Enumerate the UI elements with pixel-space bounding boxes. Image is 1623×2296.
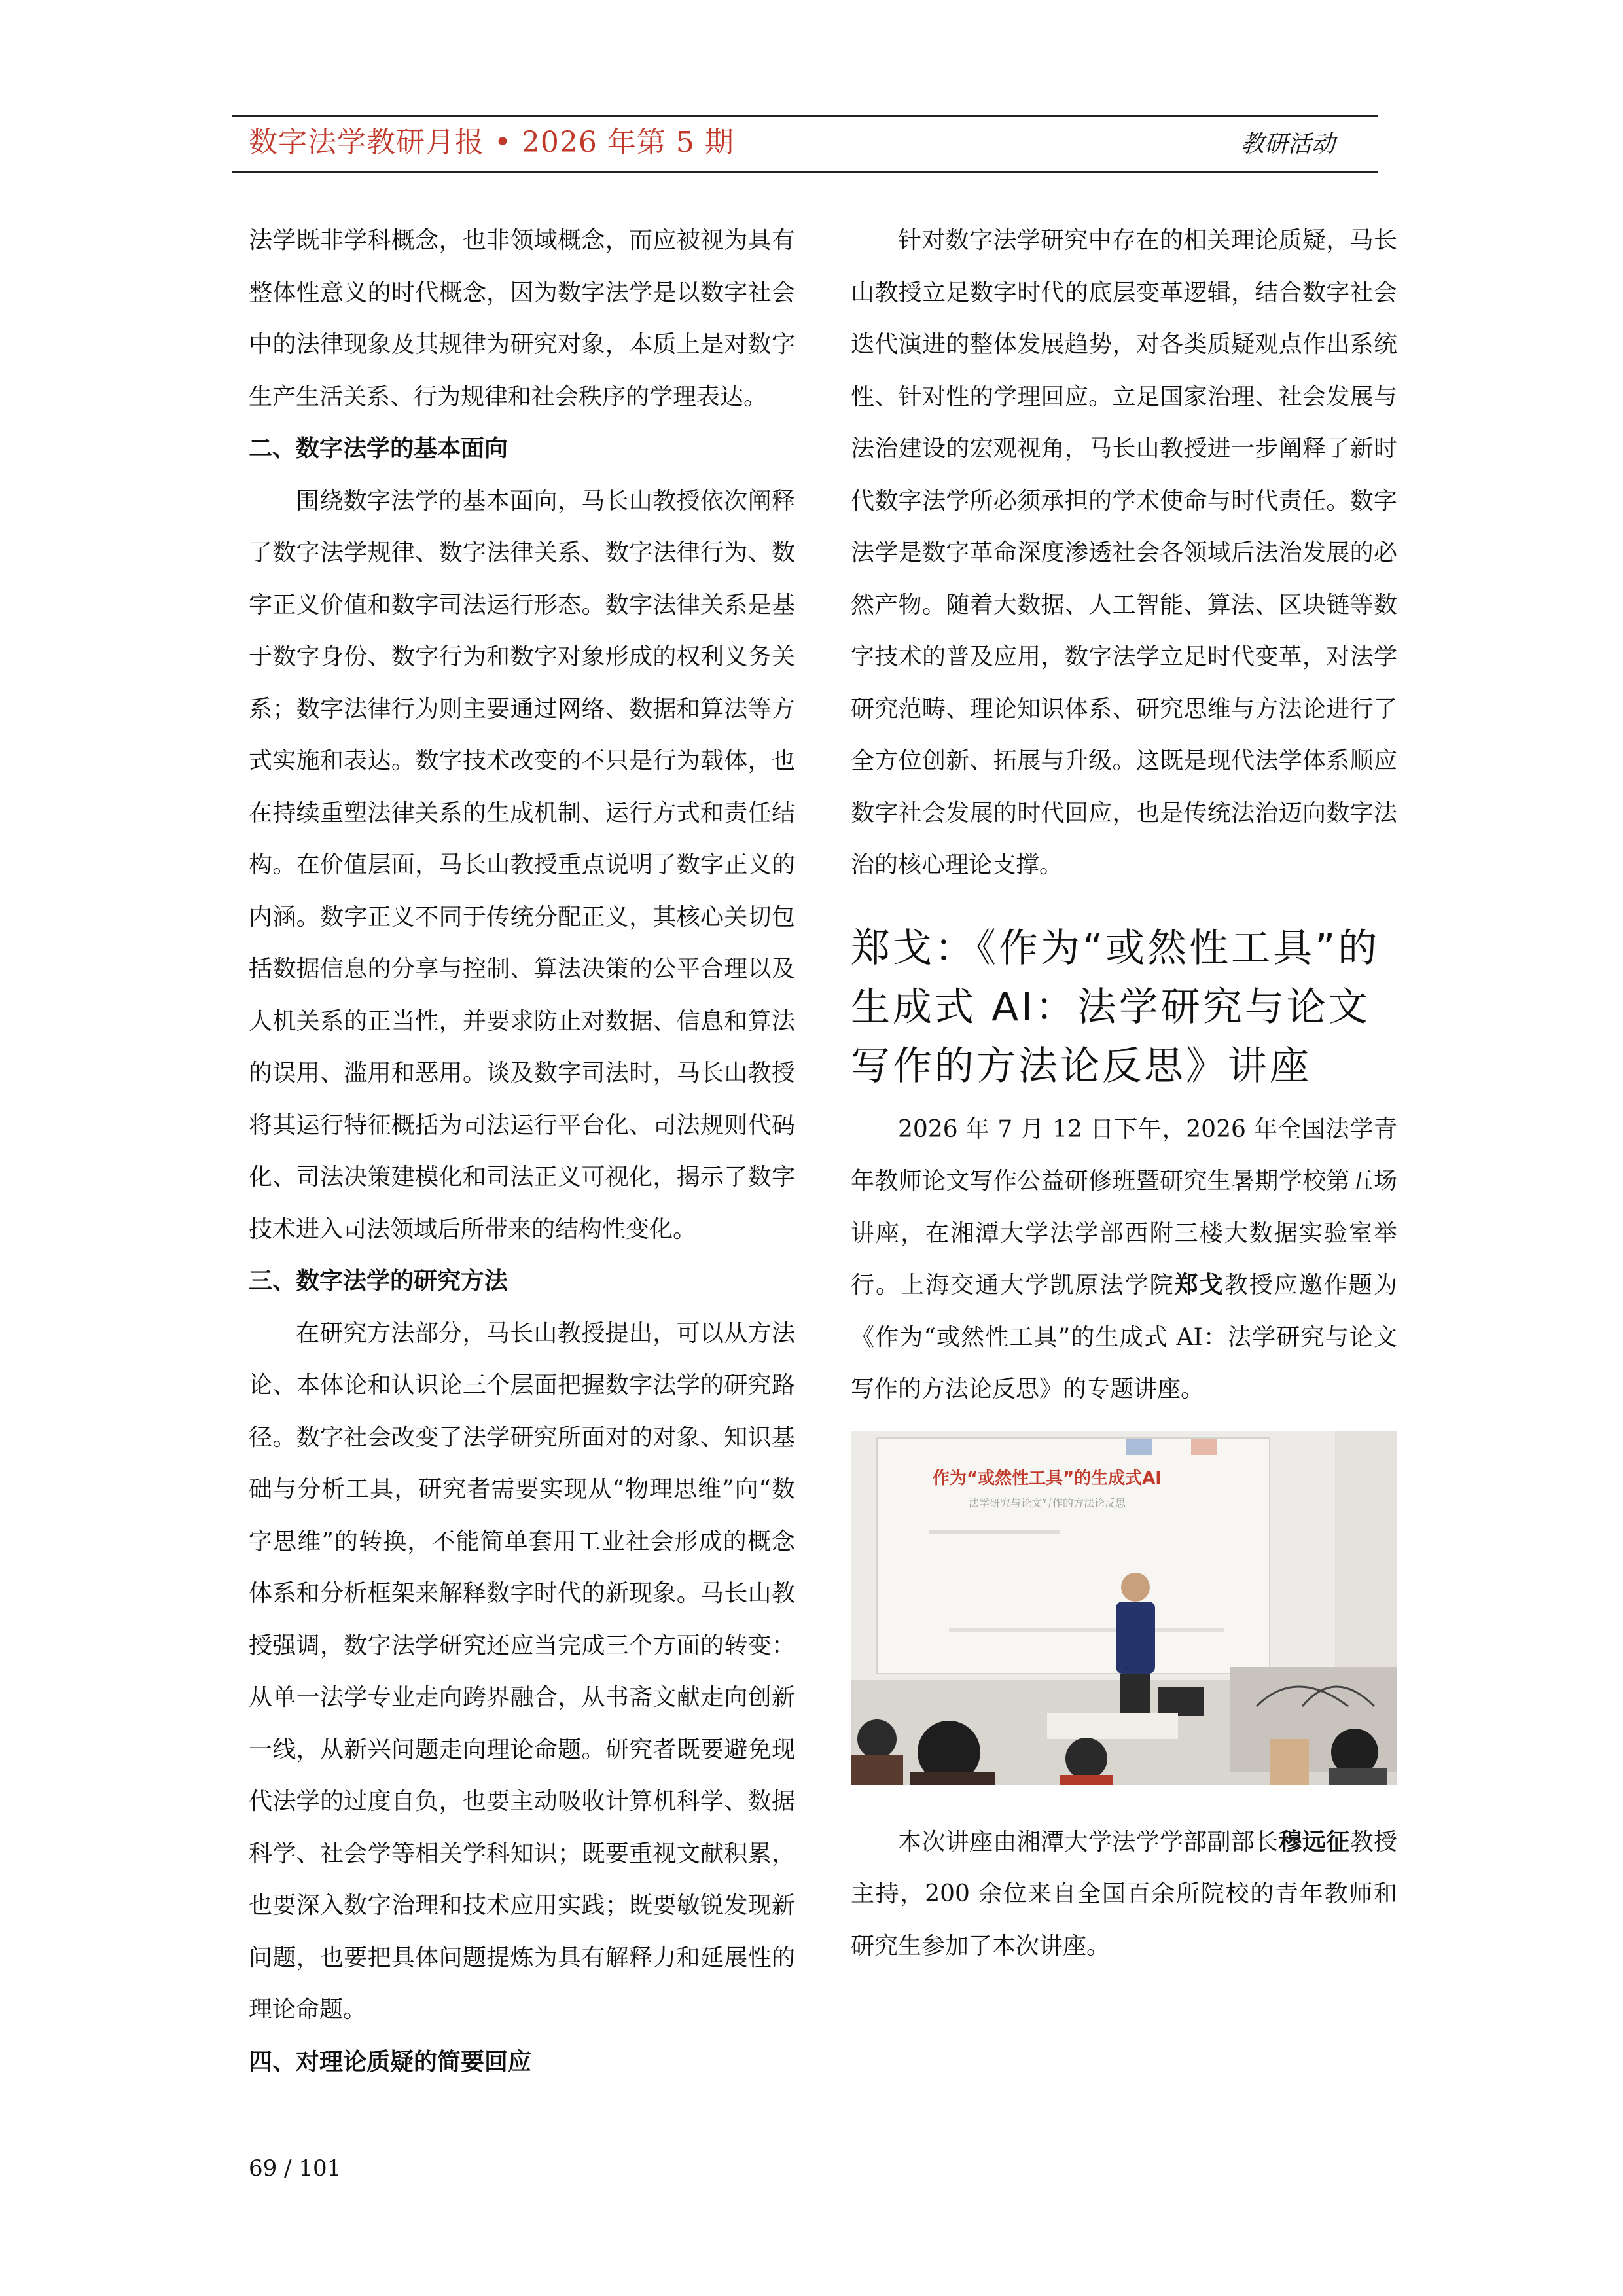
section-heading: 二、数字法学的基本面向 [249,435,508,462]
section-heading: 三、数字法学的研究方法 [249,1267,508,1295]
lecture-title: 郑戈：《作为“或然性工具”的生成式 AI：法学研究与论文写作的方法论反思》讲座 [851,925,1380,1089]
lecture-paragraph [851,1816,1397,1973]
host-name: 穆远征 [1278,1827,1350,1856]
body-paragraph: 围绕数字法学的基本面向，马长山教授依次阐释了数字法学规律、数字法律关系、数字法律行为、数字正义价值和数字司法运行形态。数字法律关系是基于数字身份、数字行为和数字对象形成的权利义务关系；数字法律行为则主要通过网络、数据和算法等方式实施和表达。数字技术改变的不只是行为载体，也在持续重塑法律关系的生成机制、运行方式和责任结构。在价值层面，马长山教授重点说明了数字正义的内涵。数字正义不同于传统分配正义，其核心关切包括数据信息的分享与控制、算法决策的公平合理以及人机关系的正当性，并要求防止对数据、信息和算法的误用、滥用和恶用。谈及数字司法时，马长山教授将其运行特征概括为司法运行平台化、司法规则代码化、司法决策建模化和司法正义可视化，揭示了数字技术进入司法领域后所带来的结构性变化。 [249,487,795,1243]
page-number: 69 / 101 [249,2155,342,2181]
speaker-name: 郑戈 [1174,1271,1224,1299]
lecture-text: 本次讲座由湘潭大学法学学部副部长 [898,1828,1279,1856]
slide-subtitle: 法学研究与论文写作的方法论反思 [968,1496,1126,1509]
lecture-photo [851,1431,1397,1785]
header-top-rule [232,115,1378,117]
lecture-photo-illustration [851,1431,1397,1785]
right-column [851,215,1397,1972]
slide-title: 作为“或然性工具”的生成式AI [933,1468,1162,1488]
header-section-label: 教研活动 [1240,131,1335,158]
body-paragraph: 针对数字法学研究中存在的相关理论质疑，马长山教授立足数字时代的底层变革逻辑，结合数字社会迭代演进的整体发展趋势，对各类质疑观点作出系统性、针对性的学理回应。立足国家治理、社会发展与法治建设的宏观视角，马长山教授进一步阐释了新时代数字法学所必须承担的学术使命与时代责任。数字法学是数字革命深度渗透社会各领域后法治发展的必然产物。随着大数据、人工智能、算法、区块链等数字技术的普及应用，数字法学立足时代变革，对法学研究范畴、理论知识体系、研究思维与方法论进行了全方位创新、拓展与升级。这既是现代法学体系顺应数字社会发展的时代回应，也是传统法治迈向数字法治的核心理论支撑。 [851,227,1397,878]
body-paragraph: 在研究方法部分，马长山教授提出，可以从方法论、本体论和认识论三个层面把握数字法学的研究路径。数字社会改变了法学研究所面对的对象、知识基础与分析工具，研究者需要实现从“物理思维”向“数字思维”的转换，不能简单套用工业社会形成的概念体系和分析框架来解释数字时代的新现象。马长山教授强调，数字法学研究还应当完成三个方面的转变：从单一法学专业走向跨界融合，从书斋文献走向创新一线，从新兴问题走向理论命题。研究者既要避免现代法学的过度自负，也要主动吸收计算机科学、数据科学、社会学等相关学科知识；既要重视文献积累，也要深入数字治理和技术应用实践；既要敏锐发现新问题，也要把具体问题提炼为具有解释力和延展性的理论命题。 [249,1319,795,2023]
header-journal-title: 数字法学教研月报 • 2026 年第 5 期 [249,126,734,159]
left-column [249,215,795,2088]
section-heading: 四、对理论质疑的简要回应 [249,2047,532,2075]
lecture-text: 2026 年 7 月 12 日下午，2026 年全国法学青年教师论文写作公益研修班暨研究生暑期学校第五场讲座，在湘潭大学法学部西附三楼大数据实验室举行。上海交通大学凯原法学院 [851,1115,1397,1299]
lecture-text: 教授主持，200 余位来自全国百余所院校的青年教师和研究生参加了本次讲座。 [851,1828,1397,1960]
lecture-paragraph [851,1103,1397,1416]
body-paragraph: 法学既非学科概念，也非领域概念，而应被视为具有整体性意义的时代概念，因为数字法学是以数字社会中的法律现象及其规律为研究对象，本质上是对数字生产生活关系、行为规律和社会秩序的学理表达。 [249,227,795,410]
header-bottom-rule [232,171,1378,173]
lecture-text: 教授应邀作题为《作为“或然性工具”的生成式 AI：法学研究与论文写作的方法论反思》的专题讲座。 [851,1272,1397,1403]
